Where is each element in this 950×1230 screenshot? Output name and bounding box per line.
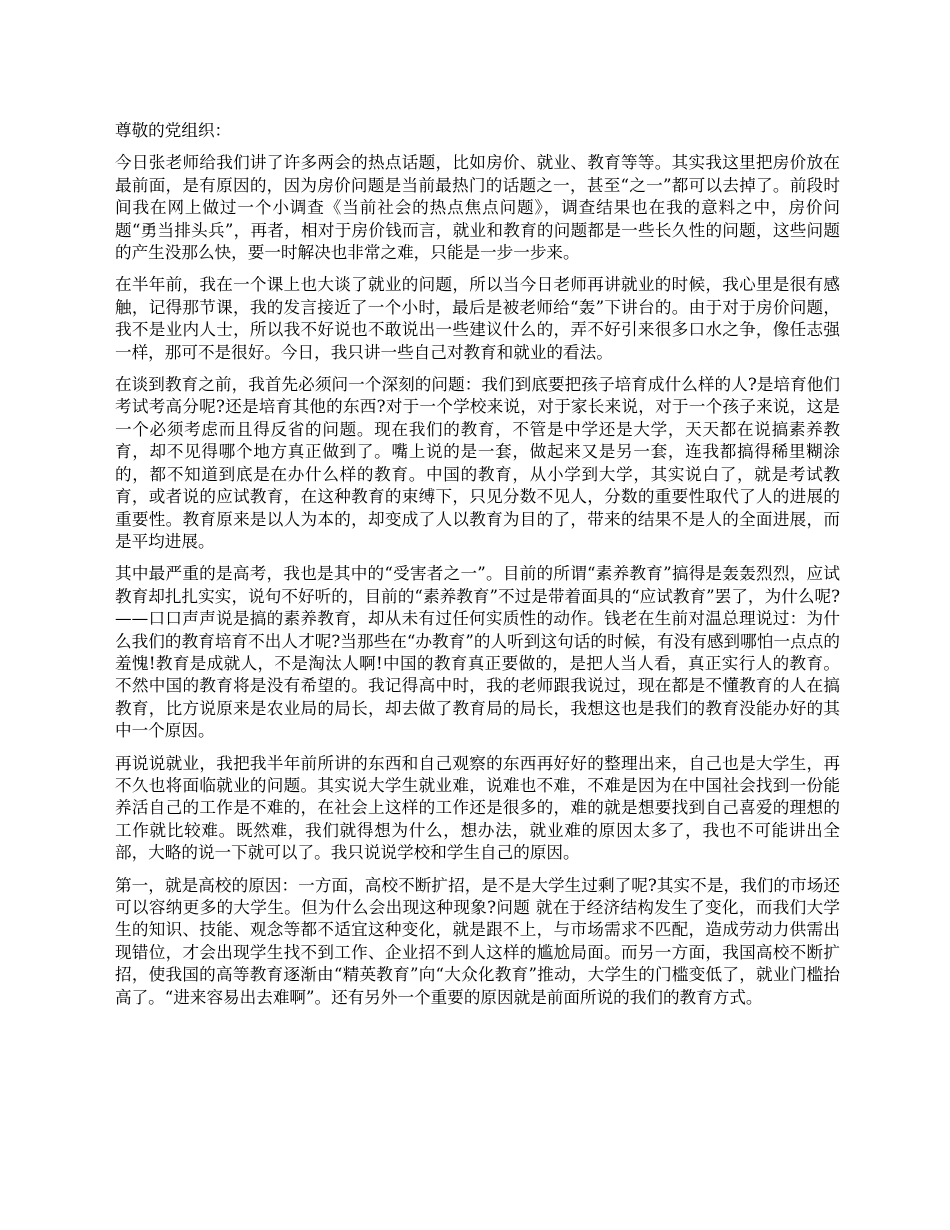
paragraph-university-reasons: 第一，就是高校的原因：一方面，高校不断扩招，是不是大学生过剩了呢?其实不是，我们的市场还可以容纳更多的大学生。但为什么会出现这种现象?问题 就在于经济结构发生了变化，而我们大学生的知识、技能、观念等都不适宜这种变化，就是跟不上，与市场需求不匹配，造成劳动力供需出现错位，才会出现学生找不到工作、企业招不到人这样的尴尬局面。而另一方面，我国高校不断扩招，使我国的高等教育逐渐由“精英教育”向“大众化教育”推动，大学生的门槛变低了，就业门槛抬高了。“进来容易出去难啊”。还有另外一个重要的原因就是前面所说的我们的教育方式。 — [115, 875, 840, 1007]
paragraph-education-question: 在谈到教育之前，我首先必须问一个深刻的问题：我们到底要把孩子培育成什么样的人?是培育他们考试考高分呢?还是培育其他的东西?对于一个学校来说，对于家长来说，对于一个孩子来说，这是一个必须考虑而且得反省的问题。现在我们的教育，不管是中学还是大学，天天都在说搞素养教育，却不见得哪个地方真正做到了。嘴上说的是一套，做起来又是另一套，连我都搞得稀里糊涂的，都不知道到底是在办什么样的教育。中国的教育，从小学到大学，其实说白了，就是考试教育，或者说的应试教育，在这种教育的束缚下，只见分数不见人，分数的重要性取代了人的进展的重要性。教育原来是以人为本的，却变成了人以教育为目的了，带来的结果不是人的全面进展，而是平均进展。 — [115, 375, 840, 551]
paragraph-housing-intro: 今日张老师给我们讲了许多两会的热点话题，比如房价、就业、教育等等。其实我这里把房价放在最前面，是有原因的，因为房价问题是当前最热门的话题之一，甚至“之一”都可以去掉了。前段时间我在网上做过一个小调查《当前社会的热点焦点问题》，调查结果也在我的意料之中，房价问题“勇当排头兵”，再者，相对于房价钱而言，就业和教育的问题都是一些长久性的问题，这些问题的产生没那么快，要一时解决也非常之难，只能是一步一步来。 — [115, 153, 840, 263]
salutation: 尊敬的党组织： — [115, 121, 232, 140]
paragraph-gaokao: 其中最严重的是高考，我也是其中的“受害者之一”。目前的所谓“素养教育”搞得是轰轰烈烈，应试教育却扎扎实实，说句不好听的，目前的“素养教育”不过是带着面具的“应试教育”罢了，为什么呢?——口口声声说是搞的素养教育，却从未有过任何实质性的动作。钱老在生前对温总理说过：为什么我们的教育培育不出人才呢?当那些在“办教育”的人听到这句话的时候，有没有感到哪怕一点点的羞愧!教育是成就人，不是淘汰人啊!中国的教育真正要做的，是把人当人看，真正实行人的教育。不然中国的教育将是没有希望的。我记得高中时，我的老师跟我说过，现在都是不懂教育的人在搞教育，比方说原来是农业局的局长，却去做了教育局的局长，我想这也是我们的教育没能办好的其中一个原因。 — [115, 564, 840, 741]
paragraph-employment-experience: 在半年前，我在一个课上也大谈了就业的问题，所以当今日老师再讲就业的时候，我心里是很有感触，记得那节课，我的发言接近了一个小时，最后是被老师给“轰”下讲台的。由于对于房价问题，我不是业内人士，所以我不好说也不敢说出一些建议什么的，弄不好引来很多口水之争，像任志强一样，那可不是很好。今日，我只讲一些自己对教育和就业的看法。 — [115, 275, 840, 362]
document-page — [115, 120, 840, 1019]
paragraph-employment: 再说说就业，我把我半年前所讲的东西和自己观察的东西再好好的整理出来，自己也是大学生，再不久也将面临就业的问题。其实说大学生就业难，说难也不难，不难是因为在中国社会找到一份能养活自己的工作是不难的，在社会上这样的工作还是很多的，难的就是想要找到自己喜爱的理想的工作就比较难。既然难，我们就得想为什么，想办法，就业难的原因太多了，我也不可能讲出全部，大略的说一下就可以了。我只说说学校和学生自己的原因。 — [115, 753, 840, 863]
